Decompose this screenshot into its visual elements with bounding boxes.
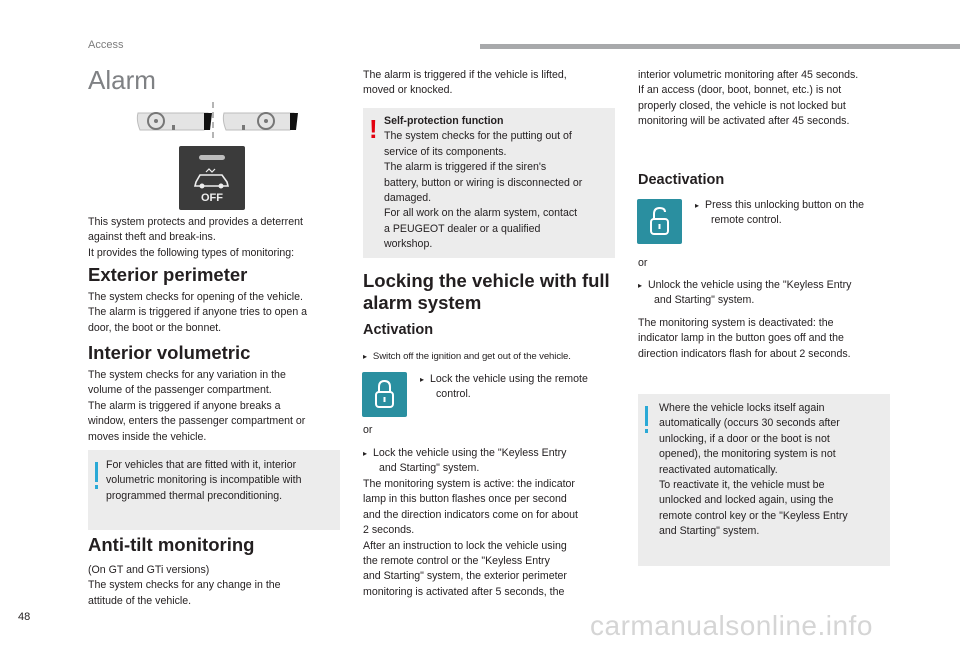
exterior-text: The system checks for opening of the vehicle. The alarm is triggered if anyone tries to open a door, the boot or the bonnet. [88, 291, 308, 334]
bullet-icon: ▸ [695, 201, 700, 210]
car-alarm-icon [192, 168, 232, 190]
info-note-interior: For vehicles that are fitted with it, interior volumetric monitoring is incompatible with programmed thermal preconditioning. [88, 450, 340, 530]
heading-exterior-perimeter: Exterior perimeter [88, 264, 248, 285]
page-title: Alarm [88, 65, 156, 95]
warning-title: Self-protection function [384, 115, 504, 127]
page-number: 48 [18, 611, 31, 623]
activation-step-switch-off: ▸ Switch off the ignition and get out of the vehicle. [363, 351, 571, 362]
steering-wheel-rhd-icon [220, 108, 300, 134]
heading-deactivation: Deactivation [638, 172, 725, 188]
unlock-button-icon [637, 199, 682, 244]
bullet-icon: ▸ [363, 352, 367, 361]
alarm-button-panel [179, 146, 245, 210]
activation-step-remote: ▸ Lock the vehicle using the remote control. [420, 373, 588, 401]
deactivation-step-remote: ▸ Press this unlocking button on the remote control. [695, 199, 865, 227]
warning-icon: ! [369, 114, 378, 144]
watermark: carmanualsonline.info [590, 610, 873, 641]
bullet-icon: ▸ [363, 449, 368, 458]
section-label: Access [88, 39, 124, 51]
intro-text: This system protects and provides a deterrent against theft and break-ins. It provides the following types of monitoring: [88, 216, 303, 259]
bullet-icon: ▸ [638, 281, 643, 290]
lock-button-icon [362, 372, 407, 417]
divider-dashes [212, 102, 214, 138]
info-icon [95, 462, 98, 482]
interior-text: The system checks for any variation in the volume of the passenger compartment. The alarm is triggered if anyone breaks a window, enters the passenger compartment or moves inside the vehicle. [88, 369, 306, 443]
off-label: OFF [201, 192, 223, 204]
heading-interior-volumetric: Interior volumetric [88, 342, 251, 363]
deactivation-step-keyless: ▸ Unlock the vehicle using the "Keyless Entry and Starting" system. [638, 279, 852, 307]
anti-tilt-text: (On GT and GTi versions) The system checks for any change in the attitude of the vehicle. [88, 564, 281, 607]
or-text-1: or [363, 424, 373, 436]
heading-activation: Activation [363, 322, 434, 338]
bullet-icon: ▸ [420, 375, 425, 384]
warning-box: ! Self-protection function The system checks for the putting out of service of its components. The alarm is triggered if the siren's battery, button or wiring is disconnected or damaged. For all work on the alarm system, contact a PEUGEOT dealer or a qualified workshop. [363, 108, 615, 258]
col3-intro: interior volumetric monitoring after 45 seconds. If an access (door, boot, bonnet, etc.) is not properly closed, the vehicle is not locked but monitoring will be activated after 45 seconds. [638, 69, 859, 128]
info-icon [645, 406, 648, 426]
steering-wheel-lhd-icon [134, 108, 214, 134]
activation-body: The monitoring system is active: the indicator lamp in this button flashes once per second and the direction indicators come on for about 2 seconds. After an instruction to lock the vehicle using the remote control or the "Keyless Entry and Starting" system, the exterior perimeter monitoring is activated after 5 seconds, the [363, 478, 578, 598]
header-rule [480, 44, 960, 49]
col2-intro: The alarm is triggered if the vehicle is lifted, moved or knocked. [363, 69, 567, 97]
alarm-indicator-lamp [199, 155, 225, 160]
info-note-relock: Where the vehicle locks itself again automatically (occurs 30 seconds after unlocking, if a door or the boot is not opened), the monitoring system is not reactivated automatically. To reactivate it, the vehicle must be unlocked and locked again, using the remote control key or the "Keyless Entry and Starting" system. [638, 394, 890, 566]
activation-step-keyless: ▸ Lock the vehicle using the "Keyless Entry and Starting" system. [363, 447, 567, 475]
or-text-2: or [638, 257, 648, 269]
heading-anti-tilt: Anti-tilt monitoring [88, 534, 255, 555]
deactivation-body: The monitoring system is deactivated: the indicator lamp in the button goes off and the direction indicators flash for about 2 seconds. [638, 317, 851, 360]
heading-locking-full-alarm: Locking the vehicle with full alarm system [363, 270, 610, 313]
